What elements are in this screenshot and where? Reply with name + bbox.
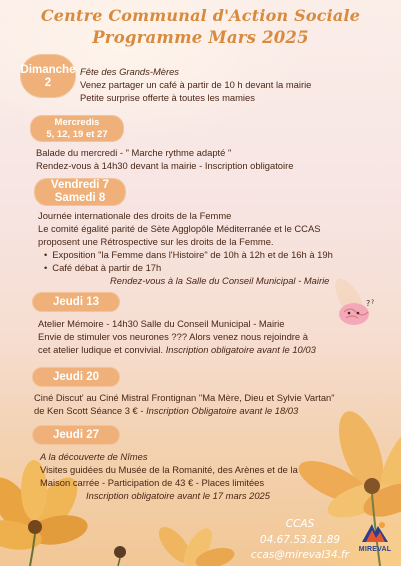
event-text: proposent une Rétrospective sur les droits de la Femme. <box>38 236 274 247</box>
event-text: cet atelier ludique et convivial. Inscription obligatoire avant le 10/03 <box>38 344 316 355</box>
event-title: Journée internationale des droits de la Femme <box>38 210 232 221</box>
event-bullet: • Café débat à partir de 17h <box>44 262 161 274</box>
date-badge-mercredis: Mercredis 5, 12, 19 et 27 <box>30 115 124 142</box>
contact-name: CCAS <box>285 518 315 530</box>
event-title: Fête des Grands-Mères <box>80 66 179 77</box>
contact-phone[interactable]: 04.67.53.81.89 <box>259 534 341 546</box>
date-badge-vendredi-samedi: Vendredi 7 Samedi 8 <box>34 178 126 206</box>
svg-text:?: ? <box>371 299 375 306</box>
svg-text:?: ? <box>366 299 371 308</box>
event-text: Petite surprise offerte à toutes les mamies <box>80 92 255 103</box>
brain-icon <box>336 298 376 328</box>
event-location: Rendez-vous à la Salle du Conseil Municipal - Mairie <box>110 275 330 286</box>
event-text: Envie de stimuler vos neurones ??? Alors venez nous rejoindre à <box>38 331 308 342</box>
event-title: Balade du mercredi - " Marche rythme adapté " <box>36 147 232 158</box>
date-badge-jeudi-27: Jeudi 27 <box>32 425 120 445</box>
event-bullet: • Exposition "la Femme dans l'Histoire" de 10h à 12h et de 16h à 19h <box>44 249 333 261</box>
event-text: Venez partager un café à partir de 10 h devant la mairie <box>80 79 312 90</box>
event-text: Visites guidées du Musée de la Romanité, des Arènes et de la <box>40 464 298 475</box>
flower-bud-bottom-icon <box>114 522 237 566</box>
event-deadline: Inscription obligatoire avant le 17 mars 2025 <box>86 490 270 501</box>
event-text: Maison carrée - Participation de 43 € - Places limitées <box>40 477 265 488</box>
mireval-logo-icon <box>360 520 390 546</box>
page-title: Centre Communal d'Action Sociale <box>40 6 361 25</box>
date-badge-jeudi-13: Jeudi 13 <box>32 292 120 312</box>
page-subtitle: Programme Mars 2025 <box>92 28 309 47</box>
event-title: Atelier Mémoire - 14h30 Salle du Conseil Municipal - Mairie <box>38 318 285 329</box>
event-title: A la découverte de Nîmes <box>40 451 148 462</box>
event-text: de Ken Scott Séance 3 € - Inscription Obligatoire avant le 18/03 <box>34 405 299 416</box>
event-text: Le comité égalité parité de Sète Agglopôle Méditerranée et le CCAS <box>38 223 321 234</box>
contact-email[interactable]: ccas@mireval34.fr <box>250 549 350 561</box>
event-title: Ciné Discut' au Ciné Mistral Frontignan "Ma Mère, Dieu et Sylvie Vartan" <box>34 392 335 403</box>
event-text: Rendez-vous à 14h30 devant la mairie - Inscription obligatoire <box>36 160 294 171</box>
date-badge-dimanche: Dimanche 2 <box>20 54 76 98</box>
date-badge-jeudi-20: Jeudi 20 <box>32 367 120 387</box>
logo-label: MIREVAL <box>358 546 392 553</box>
